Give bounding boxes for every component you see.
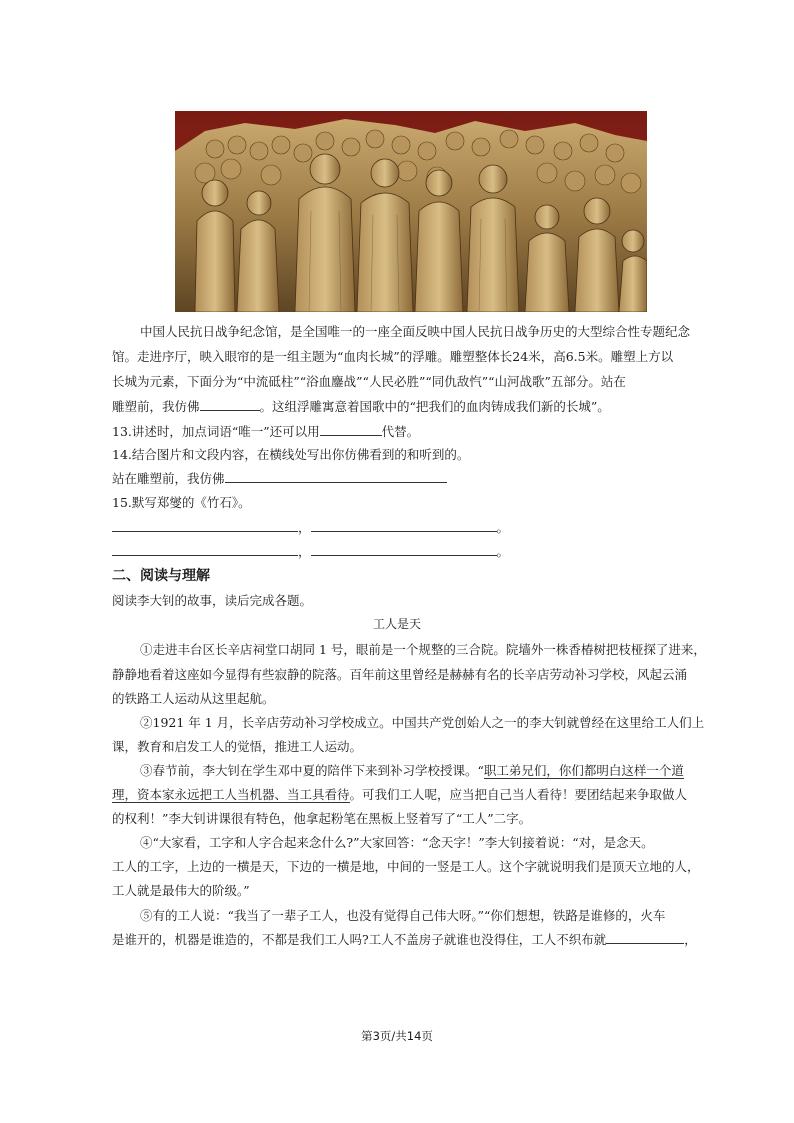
story-p3-line-1 [140,759,684,783]
passage-line-2: 馆。走进序厅，映入眼帘的是一组主题为“血肉长城”的浮雕。雕塑整体长24米，高6.5米。雕塑上方以 [112,349,674,364]
answer-blank[interactable] [112,517,298,532]
answer-blank[interactable] [200,396,260,411]
answer-blank[interactable] [311,541,497,556]
answer-blank[interactable] [112,541,298,556]
answer-blank[interactable] [311,517,497,532]
story-p1-line-3: 的铁路工人运动从这里起航。 [112,691,275,706]
answer-blank[interactable] [225,468,447,483]
story-p2-line-2: 课，教育和启发工人的觉悟，推进工人运动。 [112,739,363,754]
story-p5-line-2 [112,928,697,952]
story-title: 工人是天 [372,617,421,631]
question-13-text: 13.讲述时，加点词语“唯一”还可以用 [112,424,320,439]
question-15: 15.默写郑燮的《竹石》。 [112,495,251,510]
passage-line-4-start: 雕塑前，我仿佛 [112,399,200,414]
answer-blank[interactable] [606,929,684,944]
story-p1-line-1: ①走进丰台区长辛店祠堂口胡同 1 号，眼前是一个规整的三合院。院墙外一株香椿树把枝桠探了进来， [140,642,706,657]
comma: ， [298,544,311,559]
passage-line-3: 长城为元素，下面分为“中流砥柱”“浴血鏖战”“人民必胜”“同仇敌忾”“山河战歌”五部分。站在 [112,374,626,389]
story-p4-line-3: 工人就是最伟大的阶级。” [112,883,250,898]
question-14-answer [112,467,447,491]
question-15-answer-line-2 [112,540,509,564]
underlined-sentence: 理，资本家永远把工人当机器、当工具看待 [112,787,350,802]
question-15-answer-line-1 [112,516,509,540]
story-p5-line-2-start: 是谁开的，机器是谁造的，不都是我们工人吗?工人不盖房子就谁也没得住，工人不织布就 [112,932,607,947]
story-p5-line-1: ⑤有的工人说：“我当了一辈子工人，也没有觉得自己伟大呀。”“你们想想，铁路是谁修的，火车 [140,908,666,923]
story-p4-line-1: ④“大家看，工字和人字合起来念什么?”大家回答：“念天字！”李大钊接着说：“对，是念天。 [140,835,654,850]
story-p3-line-2-end: 。可我们工人呢，应当把自己当人看待！要团结起来争取做人 [349,787,688,802]
question-14: 14.结合图片和文段内容，在横线处写出你仿佛看到的和听到的。 [112,447,470,462]
period: 。 [496,520,510,535]
underlined-sentence: 职工弟兄们，你们都明白这样一个道 [483,763,684,778]
story-p1-line-2: 静静地看着这座如今显得有些寂静的院落。百年前这里曾经是赫赫有名的长辛店劳动补习学校，风起云涌 [112,667,688,682]
comma: ， [684,932,697,947]
passage-line-4-end: 。这组浮雕寓意着国歌中的“把我们的血肉铸成我们新的长城”。 [259,399,610,414]
story-p2-line-1: ②1921 年 1 月，长辛店劳动补习学校成立。中国共产党创始人之一的李大钊就曾经在这里给工人们上 [140,715,705,730]
page-number: 第3页/共14页 [361,1029,433,1043]
answer-blank[interactable] [320,421,382,436]
period: 。 [496,544,510,559]
relief-sculpture-photo [175,111,647,312]
passage-line-1: 中国人民抗日战争纪念馆，是全国唯一的一座全面反映中国人民抗日战争历史的大型综合性专题纪念 [140,324,691,339]
passage-line-4 [112,395,610,419]
question-13 [112,420,419,444]
story-p3-line-2 [112,783,687,807]
question-13-suffix: 代替。 [381,424,420,439]
story-p4-line-2: 工人的工字，上边的一横是天，下边的一横是地，中间的一竖是工人。这个字就说明我们是顶天立地的人， [112,859,700,874]
story-p3-line-3: 的权利！”李大钊讲课很有特色，他拿起粉笔在黑板上竖着写了“工人”二字。 [112,811,532,826]
relief-sculpture-image [175,111,647,312]
story-p3-line-1-start: ③春节前，李大钊在学生邓中夏的陪伴下来到补习学校授课。“ [140,763,484,778]
question-14-answer-prefix: 站在雕塑前，我仿佛 [112,471,225,486]
section-heading: 二、阅读与理解 [112,568,210,584]
section-intro: 阅读李大钊的故事，读后完成各题。 [112,593,313,608]
comma: ， [298,520,311,535]
